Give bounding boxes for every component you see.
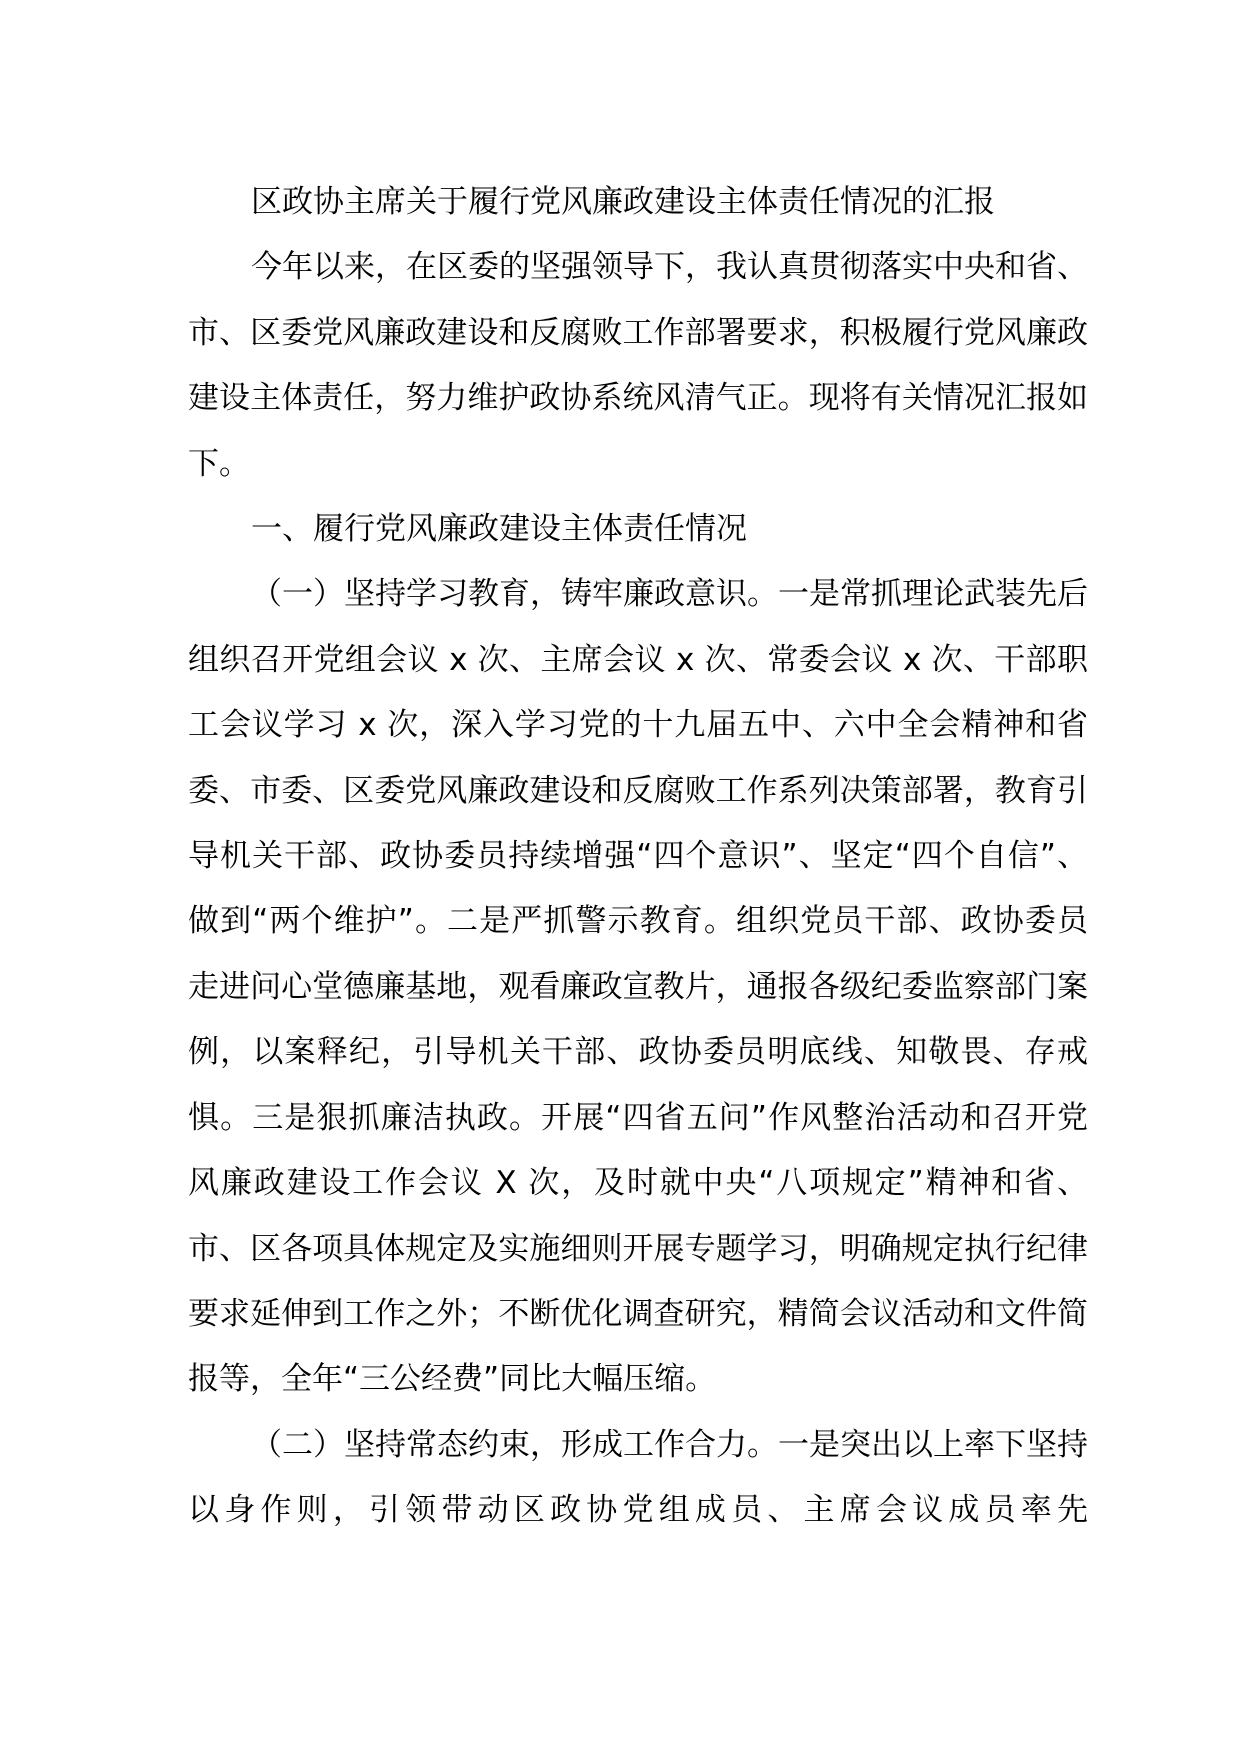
document-body xyxy=(188,170,1088,1544)
intro-paragraph: 今年以来，在区委的坚强领导下，我认真贯彻落实中央和省、市、区委党风廉政建设和反腐败工作部署要求，积极履行党风廉政建设主体责任，努力维护政协系统风清气正。现将有关情况汇报如下。 xyxy=(188,249,1088,482)
document-title: 区政协主席关于履行党风廉政建设主体责任情况的汇报 xyxy=(251,184,995,220)
section-heading-1: 一、履行党风廉政建设主体责任情况 xyxy=(251,511,747,548)
subsection-paragraph-2: （二）坚持常态约束，形成工作合力。一是突出以上率下坚持以身作则，引领带动区政协党组成员、主席会议成员率先 xyxy=(188,1426,1088,1529)
subsection-paragraph-1: （一）坚持学习教育，铸牢廉政意识。一是常抓理论武装先后组织召开党组会议 x 次、主席会议 x 次、常委会议 x 次、干部职工会议学习 x 次，深入学习党的十九届五中、六中全会精神和省委、市委、区委党风廉政建设和反腐败工作系列决策部署，教育引导机关干部、政协委员持续增强“四个意识”、坚定“四个自信”、做到“两个维护”。二是严抓警示教育。组织党员干部、政协委员走进问心堂德廉基地，观看廉政宣教片，通报各级纪委监察部门案例，以案释纪，引导机关干部、政协委员明底线、知敬畏、存戒惧。三是狠抓廉洁执政。开展“四省五问”作风整治活动和召开党风廉政建设工作会议 X 次，及时就中央“八项规定”精神和省、市、区各项具体规定及实施细则开展专题学习，明确规定执行纪律要求延伸到工作之外；不断优化调查研究，精简会议活动和文件简报等，全年“三公经费”同比大幅压缩。 xyxy=(188,576,1088,1398)
